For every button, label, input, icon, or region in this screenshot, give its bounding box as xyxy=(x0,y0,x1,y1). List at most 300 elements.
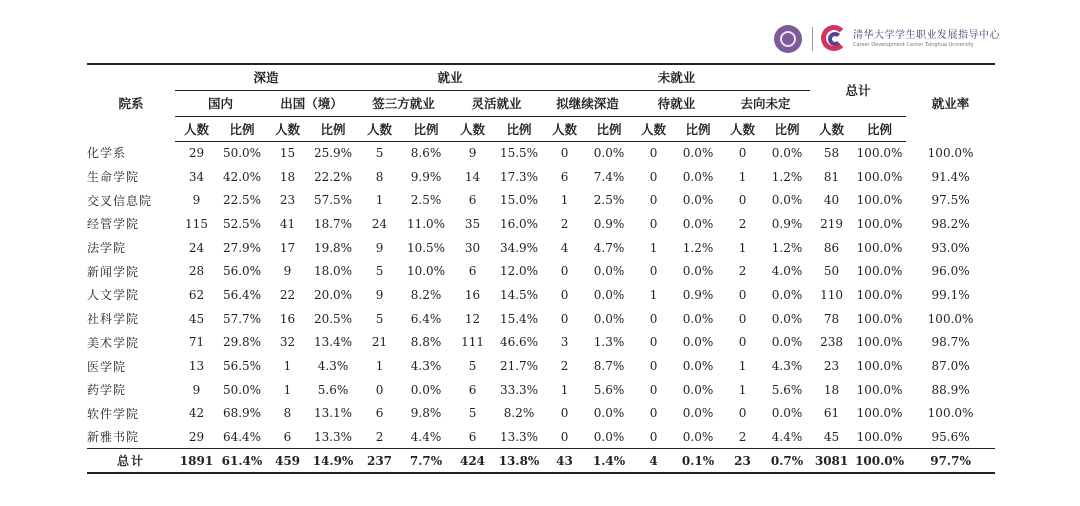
table-cell: 50.0% xyxy=(222,382,262,397)
table-cell: 5.6% xyxy=(771,382,803,397)
table-cell: 4.7% xyxy=(593,240,625,255)
table-row xyxy=(87,307,995,331)
table-cell: 0 xyxy=(738,406,747,421)
table-cell: 8.2% xyxy=(410,287,442,302)
table-cell: 14.5% xyxy=(499,287,539,302)
table-cell: 0 xyxy=(649,429,658,444)
table-cell: 0.0% xyxy=(771,335,803,350)
table-cell: 5.6% xyxy=(593,382,625,397)
table-cell: 4.3% xyxy=(317,359,349,374)
table-cell: 0.0% xyxy=(593,406,625,421)
table-cell: 95.6% xyxy=(931,429,970,444)
table-cell: 2 xyxy=(560,359,569,374)
table-cell: 5 xyxy=(375,311,384,326)
table-cell: 0 xyxy=(560,429,569,444)
table-cell: 0.0% xyxy=(682,311,714,326)
header-nijixu: 拟继续深造 xyxy=(543,90,632,116)
table-cell: 50.0% xyxy=(222,146,262,161)
table-cell: 3 xyxy=(560,335,569,350)
table-cell: 22 xyxy=(279,287,296,302)
header-group-jiuye: 就业 xyxy=(357,64,543,90)
header-ratio: 比例 xyxy=(586,116,632,141)
table-cell: 0.0% xyxy=(593,311,625,326)
table-cell: 20.5% xyxy=(313,311,353,326)
table-cell: 34 xyxy=(188,169,205,184)
table-cell: 98.2% xyxy=(931,216,970,231)
table-cell: 100.0% xyxy=(856,146,903,161)
table-cell: 0.0% xyxy=(682,216,714,231)
dept-name-cell: 新闻学院 xyxy=(87,264,140,279)
table-cell: 424 xyxy=(450,449,495,473)
table-cell: 110 xyxy=(820,287,843,302)
table-cell: 111 xyxy=(461,335,484,350)
table-cell: 0.0% xyxy=(682,429,714,444)
table-cell: 15.5% xyxy=(499,146,539,161)
header-rate: 就业率 xyxy=(906,64,995,141)
table-cell: 9 xyxy=(375,287,384,302)
table-cell: 46.6% xyxy=(499,335,539,350)
table-cell: 0.1% xyxy=(675,449,721,473)
table-cell: 100.0% xyxy=(856,311,903,326)
table-cell: 1.2% xyxy=(771,240,803,255)
table-cell: 22.2% xyxy=(313,169,353,184)
header-ratio: 比例 xyxy=(764,116,810,141)
table-cell: 78 xyxy=(823,311,840,326)
table-cell: 5.6% xyxy=(317,382,349,397)
dept-name-cell: 社科学院 xyxy=(87,312,140,327)
table-cell: 0.0% xyxy=(593,287,625,302)
table-cell: 0.7% xyxy=(764,449,810,473)
logo xyxy=(774,22,1000,56)
table-cell: 4 xyxy=(632,449,675,473)
table-cell: 34.9% xyxy=(499,240,539,255)
table-cell: 18.7% xyxy=(313,216,353,231)
table-row xyxy=(87,236,995,260)
table-cell: 2 xyxy=(375,429,384,444)
table-cell: 27.9% xyxy=(222,240,262,255)
table-row xyxy=(87,283,995,307)
header-count: 人数 xyxy=(450,116,495,141)
table-cell: 100.0% xyxy=(856,359,903,374)
table-cell: 0 xyxy=(738,311,747,326)
table-cell: 91.4% xyxy=(931,169,970,184)
table-cell: 100.0% xyxy=(856,287,903,302)
table-cell: 219 xyxy=(820,216,843,231)
table-cell: 1 xyxy=(738,382,747,397)
table-cell: 1 xyxy=(649,240,658,255)
table-cell: 0.0% xyxy=(593,146,625,161)
table-cell: 5 xyxy=(375,264,384,279)
table-cell: 0.0% xyxy=(593,429,625,444)
table-cell: 62 xyxy=(188,287,205,302)
table-cell: 100.0% xyxy=(927,406,974,421)
table-cell: 1.2% xyxy=(771,169,803,184)
table-cell: 0.9% xyxy=(682,287,714,302)
table-cell: 6 xyxy=(560,169,569,184)
header-quxiang: 去向未定 xyxy=(721,90,810,116)
university-seal-icon xyxy=(774,25,802,53)
table-cell: 100.0% xyxy=(856,335,903,350)
dept-name-cell: 法学院 xyxy=(87,241,127,256)
table-cell: 9 xyxy=(375,240,384,255)
table-cell: 4.4% xyxy=(410,429,442,444)
header-count: 人数 xyxy=(266,116,309,141)
table-cell: 13.1% xyxy=(313,406,353,421)
table-cell: 0 xyxy=(560,406,569,421)
header-ratio: 比例 xyxy=(218,116,266,141)
table-cell: 6.4% xyxy=(410,311,442,326)
table-cell: 97.5% xyxy=(931,193,970,208)
table-cell: 0 xyxy=(560,264,569,279)
table-cell: 99.1% xyxy=(931,287,970,302)
table-cell: 100.0% xyxy=(856,382,903,397)
table-row xyxy=(87,354,995,378)
table-cell: 61 xyxy=(823,406,840,421)
table-cell: 0.0% xyxy=(682,335,714,350)
table-cell: 10.0% xyxy=(406,264,446,279)
table-cell: 57.5% xyxy=(313,193,353,208)
table-cell: 11.0% xyxy=(406,216,446,231)
header-count: 人数 xyxy=(632,116,675,141)
table-cell: 1 xyxy=(283,382,292,397)
table-cell: 1 xyxy=(560,382,569,397)
table-cell: 10.5% xyxy=(406,240,446,255)
org-name xyxy=(853,31,1000,48)
table-cell: 0.9% xyxy=(771,216,803,231)
table-cell: 0.0% xyxy=(682,146,714,161)
table-cell: 21 xyxy=(371,335,388,350)
table-cell: 100.0% xyxy=(856,406,903,421)
table-cell: 1 xyxy=(560,193,569,208)
table-cell: 2 xyxy=(738,216,747,231)
table-cell: 0.0% xyxy=(771,146,803,161)
table-cell: 0.0% xyxy=(593,264,625,279)
table-cell: 100.0% xyxy=(856,240,903,255)
table-cell: 6 xyxy=(283,429,292,444)
header-ratio: 比例 xyxy=(495,116,543,141)
header-chuguo: 出国（境） xyxy=(266,90,357,116)
table-cell: 8.8% xyxy=(410,335,442,350)
table-cell: 1 xyxy=(649,287,658,302)
table-cell: 88.9% xyxy=(931,382,970,397)
table-cell: 23 xyxy=(721,449,764,473)
table-cell: 0.0% xyxy=(771,406,803,421)
table-cell: 41 xyxy=(279,216,296,231)
table-cell: 9 xyxy=(192,382,201,397)
table-cell: 86 xyxy=(823,240,840,255)
table-cell: 1.4% xyxy=(586,449,632,473)
table-cell: 0 xyxy=(738,287,747,302)
table-cell: 4.4% xyxy=(771,429,803,444)
table-cell: 58 xyxy=(823,146,840,161)
header-group-weijiuye: 未就业 xyxy=(543,64,810,90)
dept-name-cell: 药学院 xyxy=(87,383,127,398)
table-cell: 0 xyxy=(560,287,569,302)
table-cell: 25.9% xyxy=(313,146,353,161)
table-cell: 13.4% xyxy=(313,335,353,350)
table-cell: 18 xyxy=(279,169,296,184)
table-cell: 1 xyxy=(375,359,384,374)
table-cell: 100.0% xyxy=(927,311,974,326)
table-cell: 22.5% xyxy=(222,193,262,208)
table-cell: 6 xyxy=(375,406,384,421)
table-cell: 4.3% xyxy=(410,359,442,374)
table-cell: 2 xyxy=(560,216,569,231)
table-cell: 9 xyxy=(192,193,201,208)
table-cell: 18 xyxy=(823,382,840,397)
table-cell: 6 xyxy=(468,429,477,444)
table-cell: 9.8% xyxy=(410,406,442,421)
table-cell: 8 xyxy=(283,406,292,421)
table-cell: 17.3% xyxy=(499,169,539,184)
table-cell: 42 xyxy=(188,406,205,421)
table-row xyxy=(87,212,995,236)
table-cell: 6 xyxy=(468,264,477,279)
table-row xyxy=(87,331,995,355)
table-cell: 0.0% xyxy=(771,311,803,326)
header-linghuo: 灵活就业 xyxy=(450,90,543,116)
employment-table xyxy=(87,63,995,474)
table-cell: 13.3% xyxy=(499,429,539,444)
table-cell: 4.3% xyxy=(771,359,803,374)
table-cell: 100.0% xyxy=(856,193,903,208)
table-cell: 61.4% xyxy=(218,449,266,473)
table-cell: 1 xyxy=(738,359,747,374)
table-cell: 50 xyxy=(823,264,840,279)
header-count: 人数 xyxy=(810,116,853,141)
table-cell: 29.8% xyxy=(222,335,262,350)
table-cell: 13 xyxy=(188,359,205,374)
table-cell: 23 xyxy=(823,359,840,374)
table-cell: 0 xyxy=(738,335,747,350)
table-cell: 0.0% xyxy=(682,359,714,374)
table-cell: 8.6% xyxy=(410,146,442,161)
table-cell: 100.0% xyxy=(856,216,903,231)
total-row xyxy=(87,449,995,473)
header-ratio: 比例 xyxy=(402,116,450,141)
table-cell: 57.7% xyxy=(222,311,262,326)
table-cell: 2.5% xyxy=(593,193,625,208)
table-cell: 2 xyxy=(738,264,747,279)
header-dept: 院系 xyxy=(87,64,175,141)
dept-name-cell: 生命学院 xyxy=(87,170,140,185)
table-cell: 15.0% xyxy=(499,193,539,208)
table-cell: 24 xyxy=(371,216,388,231)
table-cell: 100.0% xyxy=(856,169,903,184)
table-cell: 0.0% xyxy=(771,287,803,302)
table-cell: 45 xyxy=(823,429,840,444)
table-cell: 4 xyxy=(560,240,569,255)
table-cell: 43 xyxy=(543,449,586,473)
table-cell: 13.3% xyxy=(313,429,353,444)
table-cell: 100.0% xyxy=(856,429,903,444)
header-count: 人数 xyxy=(543,116,586,141)
table-cell: 0.0% xyxy=(682,264,714,279)
table-cell: 1.3% xyxy=(593,335,625,350)
table-cell: 2.5% xyxy=(410,193,442,208)
org-name-cn: 清华大学学生职业发展指导中心 xyxy=(853,29,1000,41)
table-cell: 14 xyxy=(464,169,481,184)
table-cell: 0.9% xyxy=(593,216,625,231)
header-guonei: 国内 xyxy=(175,90,266,116)
dept-name-cell: 人文学院 xyxy=(87,288,140,303)
table-cell: 7.4% xyxy=(593,169,625,184)
table-cell: 56.0% xyxy=(222,264,262,279)
table-cell: 115 xyxy=(185,216,208,231)
dept-name-cell: 经管学院 xyxy=(87,217,140,232)
table-cell: 1891 xyxy=(175,449,218,473)
table-cell: 29 xyxy=(188,146,205,161)
table-cell: 0.0% xyxy=(771,193,803,208)
table-cell: 9 xyxy=(468,146,477,161)
table-cell: 14.9% xyxy=(309,449,357,473)
table-cell: 40 xyxy=(823,193,840,208)
table-cell: 15.4% xyxy=(499,311,539,326)
dept-name-cell: 交叉信息院 xyxy=(87,193,153,208)
table-cell: 0 xyxy=(649,359,658,374)
dept-name-cell: 总计 xyxy=(87,449,175,473)
table-cell: 17 xyxy=(279,240,296,255)
table-cell: 8.2% xyxy=(503,406,535,421)
table-cell: 16 xyxy=(279,311,296,326)
table-cell: 0 xyxy=(649,169,658,184)
header-group-shenzao: 深造 xyxy=(175,64,357,90)
table-cell: 30 xyxy=(464,240,481,255)
header-count: 人数 xyxy=(357,116,402,141)
table-cell: 0 xyxy=(649,382,658,397)
table-cell: 0.0% xyxy=(410,382,442,397)
table-cell: 0.0% xyxy=(682,169,714,184)
table-cell: 8.7% xyxy=(593,359,625,374)
dept-name-cell: 美术学院 xyxy=(87,335,140,350)
table-cell: 0 xyxy=(738,146,747,161)
table-cell: 12.0% xyxy=(499,264,539,279)
table-cell: 16 xyxy=(464,287,481,302)
header-ratio: 比例 xyxy=(309,116,357,141)
table-cell: 56.5% xyxy=(222,359,262,374)
table-cell: 237 xyxy=(357,449,402,473)
table-cell: 68.9% xyxy=(222,406,262,421)
header-qiansanfang: 签三方就业 xyxy=(357,90,450,116)
table-cell: 5 xyxy=(468,359,477,374)
table-cell: 64.4% xyxy=(222,429,262,444)
table-cell: 0.0% xyxy=(682,193,714,208)
table-cell: 33.3% xyxy=(499,382,539,397)
table-cell: 9.9% xyxy=(410,169,442,184)
table-cell: 0.0% xyxy=(682,406,714,421)
table-cell: 459 xyxy=(266,449,309,473)
table-row xyxy=(87,425,995,449)
table-cell: 15 xyxy=(279,146,296,161)
table-cell: 1 xyxy=(738,169,747,184)
table-cell: 35 xyxy=(464,216,481,231)
table-cell: 20.0% xyxy=(313,287,353,302)
table-row xyxy=(87,188,995,212)
dept-name-cell: 化学系 xyxy=(87,146,127,161)
table-cell: 4.0% xyxy=(771,264,803,279)
table-cell: 3081 xyxy=(810,449,853,473)
table-cell: 6 xyxy=(468,193,477,208)
table-cell: 0 xyxy=(649,335,658,350)
table-cell: 97.7% xyxy=(906,449,995,473)
table-cell: 87.0% xyxy=(931,359,970,374)
table-row xyxy=(87,402,995,426)
table-cell: 100.0% xyxy=(853,449,906,473)
table-cell: 1 xyxy=(738,240,747,255)
dept-name-cell: 医学院 xyxy=(87,359,127,374)
table-row xyxy=(87,378,995,402)
table-cell: 0 xyxy=(738,193,747,208)
table-cell: 0.0% xyxy=(682,382,714,397)
table-cell: 238 xyxy=(820,335,843,350)
table-cell: 100.0% xyxy=(927,145,974,160)
table-cell: 24 xyxy=(188,240,205,255)
table-cell: 52.5% xyxy=(222,216,262,231)
table-cell: 16.0% xyxy=(499,216,539,231)
career-center-logo-icon xyxy=(821,25,849,53)
header-ratio: 比例 xyxy=(853,116,906,141)
table-cell: 0 xyxy=(560,311,569,326)
table-row xyxy=(87,259,995,283)
table-cell: 32 xyxy=(279,335,296,350)
table-cell: 6 xyxy=(468,382,477,397)
header-count: 人数 xyxy=(721,116,764,141)
table-row xyxy=(87,141,995,165)
table-cell: 42.0% xyxy=(222,169,262,184)
table-cell: 0 xyxy=(649,216,658,231)
header-count: 人数 xyxy=(175,116,218,141)
table-cell: 28 xyxy=(188,264,205,279)
table-cell: 13.8% xyxy=(495,449,543,473)
logo-divider xyxy=(812,27,813,51)
table-cell: 81 xyxy=(823,169,840,184)
table-cell: 0 xyxy=(649,406,658,421)
table-cell: 19.8% xyxy=(313,240,353,255)
table-cell: 45 xyxy=(188,311,205,326)
table-cell: 0 xyxy=(649,264,658,279)
table-cell: 98.7% xyxy=(931,335,970,350)
table-cell: 21.7% xyxy=(499,359,539,374)
table-cell: 100.0% xyxy=(856,264,903,279)
table-cell: 0 xyxy=(649,193,658,208)
table-cell: 0 xyxy=(560,146,569,161)
table-cell: 9 xyxy=(283,264,292,279)
header-ratio: 比例 xyxy=(675,116,721,141)
table-cell: 1 xyxy=(283,359,292,374)
header-daijiuye: 待就业 xyxy=(632,90,721,116)
table-cell: 1 xyxy=(375,193,384,208)
table-cell: 0 xyxy=(649,311,658,326)
table-cell: 18.0% xyxy=(313,264,353,279)
table-cell: 56.4% xyxy=(222,287,262,302)
table-row xyxy=(87,165,995,189)
table-cell: 1.2% xyxy=(682,240,714,255)
table-cell: 8 xyxy=(375,169,384,184)
table-cell: 93.0% xyxy=(931,240,970,255)
dept-name-cell: 软件学院 xyxy=(87,406,140,421)
table-cell: 5 xyxy=(375,146,384,161)
table-cell: 7.7% xyxy=(402,449,450,473)
dept-name-cell: 新雅书院 xyxy=(87,430,140,445)
table-cell: 0 xyxy=(375,382,384,397)
table-cell: 71 xyxy=(188,335,205,350)
table-cell: 96.0% xyxy=(931,264,970,279)
table-cell: 12 xyxy=(464,311,481,326)
table-cell: 5 xyxy=(468,406,477,421)
table-cell: 23 xyxy=(279,193,296,208)
table-cell: 2 xyxy=(738,429,747,444)
header-total: 总计 xyxy=(810,64,906,116)
